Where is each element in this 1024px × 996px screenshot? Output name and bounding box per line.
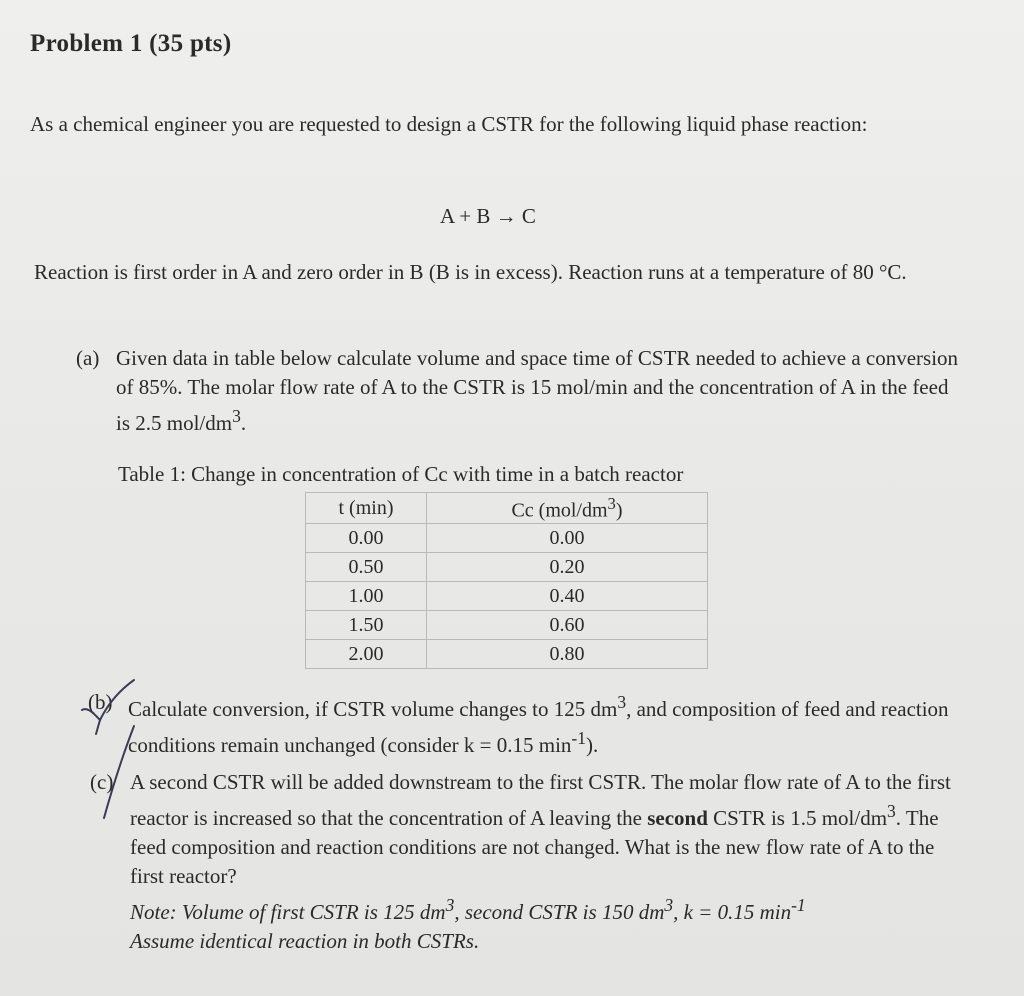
table-caption: Table 1: Change in concentration of Cc with time in a batch reactor	[118, 462, 684, 486]
note-text-1: Note: Volume of first CSTR is 125 dm	[130, 900, 446, 924]
reaction-equation: A + B → C	[440, 204, 536, 228]
cell-concentration: 0.00	[427, 524, 708, 553]
note-text-4: Assume identical reaction in both CSTRs.	[130, 929, 480, 953]
conditions-paragraph: Reaction is first order in A and zero order in B (B is in excess). Reaction runs at a temperature of 80 °C.	[34, 260, 907, 284]
note-text-2: , second CSTR is 150 dm	[454, 900, 665, 924]
part-c-text-3: . The feed composition and reaction conditions are not changed. What is the new flow rate of A to the first reactor?	[130, 806, 939, 888]
table-row	[306, 582, 708, 611]
note-sup-3: -1	[791, 895, 806, 915]
part-b-sup-1: 3	[617, 692, 627, 712]
part-c-text-2: CSTR is 1.5 mol/dm	[713, 806, 888, 830]
note-sup-2: 3	[664, 895, 674, 915]
part-b-text	[128, 688, 968, 760]
table-row	[306, 524, 708, 553]
part-c-sup-1: 3	[887, 801, 896, 821]
problem-title: Problem 1 (35 pts)	[30, 30, 232, 57]
part-b-sup-2: -1	[571, 728, 586, 748]
col-header-time: t (min)	[306, 493, 427, 524]
part-c-note	[130, 895, 806, 953]
cell-time: 0.00	[306, 524, 427, 553]
part-c-bold-word: second	[647, 806, 708, 830]
part-b-text-3: ).	[586, 733, 599, 757]
part-a-marker: (a)	[76, 346, 100, 370]
table-header-row	[306, 493, 708, 524]
part-c-text-1: A second CSTR will be added downstream to the first CSTR. The molar flow rate of A to the first reactor is increased so that the concentration of A leaving the	[130, 770, 951, 830]
cell-time: 1.50	[306, 611, 427, 640]
part-b-text-1: Calculate conversion, if CSTR volume changes to 125 dm	[128, 697, 618, 721]
table-row	[306, 611, 708, 640]
cell-concentration: 0.60	[427, 611, 708, 640]
cell-concentration: 0.20	[427, 553, 708, 582]
part-b-text-2: , and composition of feed and reaction conditions remain unchanged (consider k = 0.15 min	[128, 697, 949, 757]
part-b-marker: (b)	[88, 690, 113, 714]
col2-header-end: )	[615, 499, 623, 522]
col2-header-base: Cc (mol/dm	[511, 499, 608, 522]
col-header-concentration	[427, 493, 708, 524]
intro-paragraph: As a chemical engineer you are requested to design a CSTR for the following liquid phase reaction:	[30, 112, 868, 136]
note-sup-1: 3	[445, 895, 455, 915]
part-c-text	[130, 768, 970, 956]
cell-time: 0.50	[306, 553, 427, 582]
part-a-sup: 3	[232, 406, 241, 426]
cell-time: 1.00	[306, 582, 427, 611]
cell-concentration: 0.40	[427, 582, 708, 611]
part-a-text-2: .	[240, 411, 247, 435]
part-a-text-1: Given data in table below calculate volume and space time of CSTR needed to achieve a conversion of 85%. The molar flow rate of A to the CSTR is 15 mol/min and the concentration of A in the feed is 2.5 mol/dm	[116, 346, 959, 435]
table-row	[306, 640, 708, 669]
note-text-3: , k = 0.15 min	[673, 900, 792, 924]
part-c-marker: (c)	[90, 770, 114, 794]
part-a-text	[116, 344, 966, 438]
table-row	[306, 553, 708, 582]
cell-concentration: 0.80	[427, 640, 708, 669]
data-table	[305, 492, 708, 669]
col2-header-sup: 3	[607, 493, 616, 513]
cell-time: 2.00	[306, 640, 427, 669]
